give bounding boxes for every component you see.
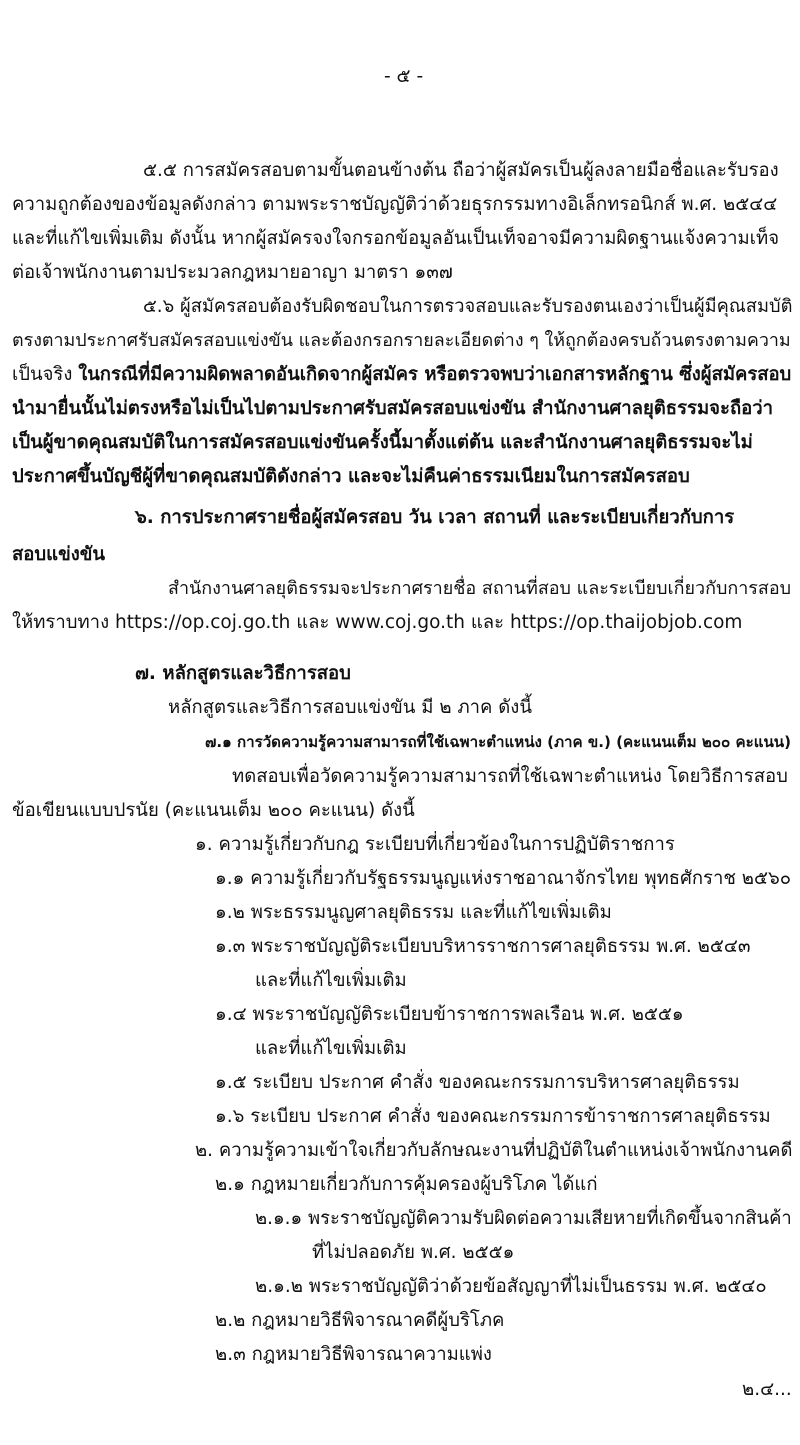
sec-5-6-line-3-bold: ในกรณีที่มีความผิดพลาดอันเกิดจากผู้สมัคร หรือตรวจพบว่าเอกสารหลักฐาน ซึ่งผู้สมัครสอบ xyxy=(78,364,792,385)
item-2-1: ๒.๑ กฎหมายเกี่ยวกับการคุ้มครองผู้บริโภค ได้แก่ xyxy=(215,1174,598,1195)
item-1-3-line-1: ๑.๓ พระราชบัญญัติระเบียบบริหารราชการศาลยุติธรรม พ.ศ. ๒๕๔๓ xyxy=(215,936,751,957)
sec-7-1-line-2: ข้อเขียนแบบปรนัย (คะแนนเต็ม ๒๐๐ คะแนน) ดังนี้ xyxy=(12,800,415,821)
item-2: ๒. ความรู้ความเข้าใจเกี่ยวกับลักษณะงานที่ปฏิบัติในตำแหน่งเจ้าพนักงานคดี xyxy=(195,1140,793,1161)
sec-7-1-line-1: ทดสอบเพื่อวัดความรู้ความสามารถที่ใช้เฉพาะตำแหน่ง โดยวิธีการสอบ xyxy=(232,766,788,787)
item-1-4-line-2: และที่แก้ไขเพิ่มเติม xyxy=(255,1038,407,1059)
sec-6-body-line-2: ให้ทราบทาง https://op.coj.go.th และ www.coj.go.th และ https://op.thaijobjob.com xyxy=(12,612,743,633)
item-2-2: ๒.๒ กฎหมายวิธีพิจารณาคดีผู้บริโภค xyxy=(215,1310,505,1331)
sec-5-6-line-1: ๕.๖ ผู้สมัครสอบต้องรับผิดชอบในการตรวจสอบและรับรองตนเองว่าเป็นผู้มีคุณสมบัติ xyxy=(143,296,793,317)
sec-7-heading: ๗. หลักสูตรและวิธีการสอบ xyxy=(135,663,351,684)
item-2-1-1-line-1: ๒.๑.๑ พระราชบัญญัติความรับผิดต่อความเสียหายที่เกิดขึ้นจากสินค้า xyxy=(255,1208,792,1229)
sec-7-1-heading: ๗.๑ การวัดความรู้ความสามารถที่ใช้เฉพาะตำแหน่ง (ภาค ข.) (คะแนนเต็ม ๒๐๐ คะแนน) xyxy=(205,733,792,751)
item-2-1-1-line-2: ที่ไม่ปลอดภัย พ.ศ. ๒๕๕๑ xyxy=(312,1242,515,1263)
footer-continuation: ๒.๔... xyxy=(742,1379,792,1400)
item-1-4-line-1: ๑.๔ พระราชบัญญัติระเบียบข้าราชการพลเรือน พ.ศ. ๒๕๕๑ xyxy=(215,1004,684,1025)
sec-5-5-line-3: และที่แก้ไขเพิ่มเติม ดังนั้น หากผู้สมัครจงใจกรอกข้อมูลอันเป็นเท็จอาจมีความผิดฐานแจ้งความเท็จ xyxy=(12,228,780,249)
item-1: ๑. ความรู้เกี่ยวกับกฎ ระเบียบที่เกี่ยวข้องในการปฏิบัติราชการ xyxy=(195,834,675,855)
sec-6-heading-line-2: สอบแข่งขัน xyxy=(12,544,106,565)
sec-6-body-line-1: สำนักงานศาลยุติธรรมจะประกาศรายชื่อ สถานที่สอบ และระเบียบเกี่ยวกับการสอบ xyxy=(168,578,792,599)
sec-5-6-line-6: ประกาศขึ้นบัญชีผู้ที่ขาดคุณสมบัติดังกล่าว และจะไม่คืนค่าธรรมเนียมในการสมัครสอบ xyxy=(12,466,690,487)
item-1-6: ๑.๖ ระเบียบ ประกาศ คำสั่ง ของคณะกรรมการข้าราชการศาลยุติธรรม xyxy=(215,1106,771,1127)
page-number: - ๕ - xyxy=(384,66,424,87)
sec-5-6-line-3-normal: เป็นจริง xyxy=(12,364,79,385)
sec-5-5-line-2: ความถูกต้องของข้อมูลดังกล่าว ตามพระราชบัญญัติว่าด้วยธุรกรรมทางอิเล็กทรอนิกส์ พ.ศ. ๒๕๔๔ xyxy=(12,194,778,215)
sec-5-5-line-1: ๕.๕ การสมัครสอบตามขั้นตอนข้างต้น ถือว่าผู้สมัครเป็นผู้ลงลายมือชื่อและรับรอง xyxy=(143,160,779,181)
sec-5-5-line-4: ต่อเจ้าพนักงานตามประมวลกฎหมายอาญา มาตรา ๑๓๗ xyxy=(12,262,453,283)
item-2-3: ๒.๓ กฎหมายวิธีพิจารณาความแพ่ง xyxy=(215,1344,492,1365)
item-1-5: ๑.๕ ระเบียบ ประกาศ คำสั่ง ของคณะกรรมการบริหารศาลยุติธรรม xyxy=(215,1072,740,1093)
sec-5-6-line-2: ตรงตามประกาศรับสมัครสอบแข่งขัน และต้องกรอกรายละเอียดต่าง ๆ ให้ถูกต้องครบถ้วนตรงตามความ xyxy=(12,330,791,351)
sec-6-heading-line-1: ๖. การประกาศรายชื่อผู้สมัครสอบ วัน เวลา สถานที่ และระเบียบเกี่ยวกับการ xyxy=(135,507,735,528)
sec-5-6-line-4: นำมายื่นนั้นไม่ตรงหรือไม่เป็นไปตามประกาศรับสมัครสอบแข่งขัน สำนักงานศาลยุติธรรมจะถือว่า xyxy=(12,398,774,419)
sec-5-6-line-3 xyxy=(12,360,791,390)
item-1-3-line-2: และที่แก้ไขเพิ่มเติม xyxy=(255,970,407,991)
sec-5-6-line-5: เป็นผู้ขาดคุณสมบัติในการสมัครสอบแข่งขันครั้งนี้มาตั้งแต่ต้น และสำนักงานศาลยุติธรรมจะไม่ xyxy=(12,432,753,453)
item-2-1-2: ๒.๑.๒ พระราชบัญญัติว่าด้วยข้อสัญญาที่ไม่เป็นธรรม พ.ศ. ๒๕๔๐ xyxy=(255,1276,767,1297)
item-1-2: ๑.๒ พระธรรมนูญศาลยุติธรรม และที่แก้ไขเพิ่มเติม xyxy=(215,902,612,923)
sec-7-intro: หลักสูตรและวิธีการสอบแข่งขัน มี ๒ ภาค ดังนี้ xyxy=(168,697,532,718)
item-1-1: ๑.๑ ความรู้เกี่ยวกับรัฐธรรมนูญแห่งราชอาณาจักรไทย พุทธศักราช ๒๕๖๐ xyxy=(215,868,792,889)
